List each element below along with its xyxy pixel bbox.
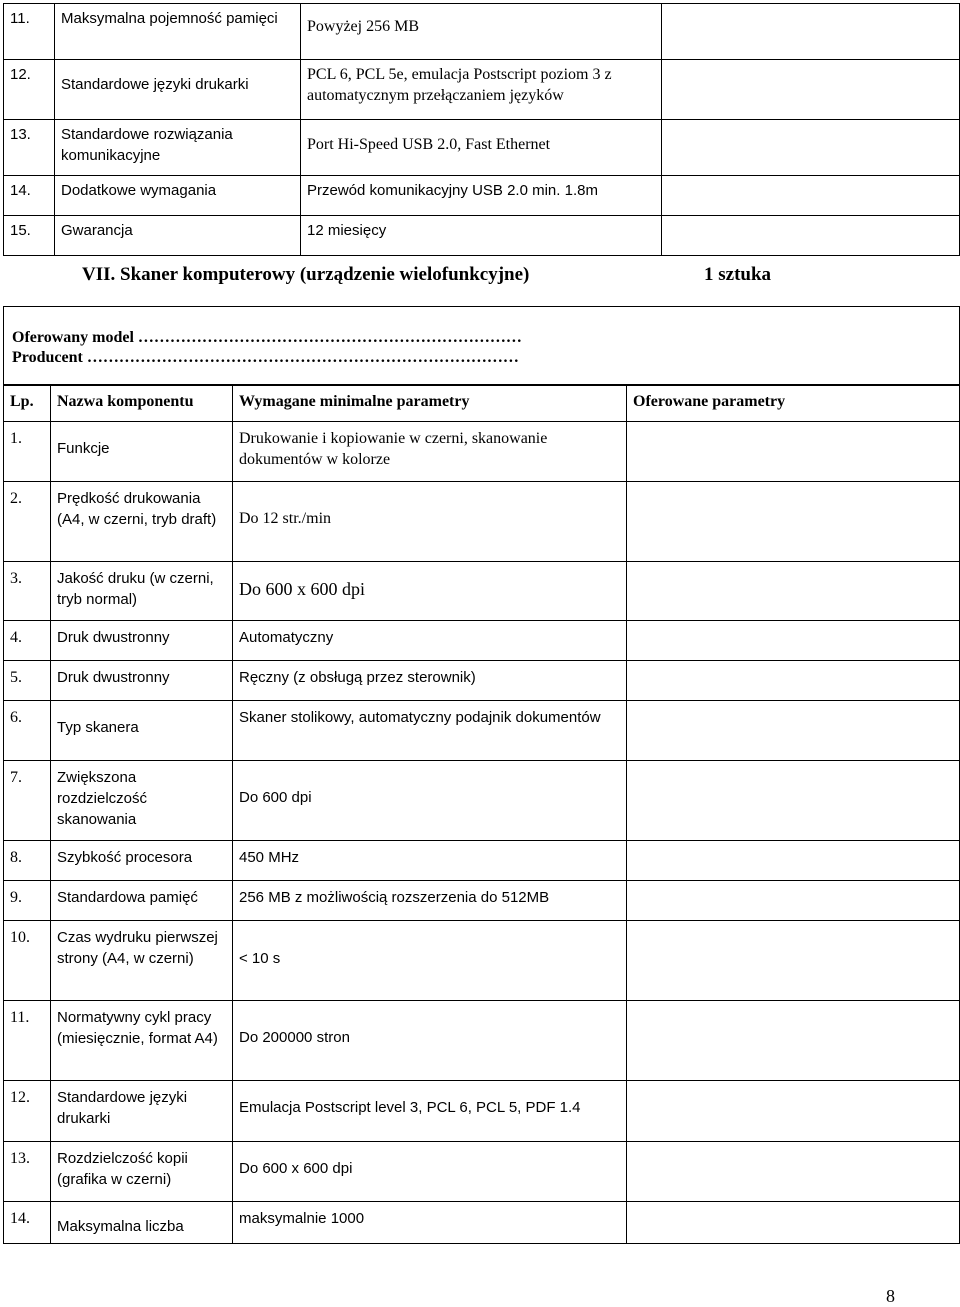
value-cell: Skaner stolikowy, automatyczny podajnik dokumentów xyxy=(233,701,627,761)
component-cell: Prędkość drukowania (A4, w czerni, tryb draft) xyxy=(51,482,233,562)
scanner-spec-table xyxy=(3,384,960,1244)
offered-cell xyxy=(627,422,960,482)
table-row xyxy=(4,60,960,120)
component-cell: Gwarancja xyxy=(55,216,301,256)
lp-cell: 8. xyxy=(4,841,51,881)
component-cell: Druk dwustronny xyxy=(51,661,233,701)
lp-cell: 14. xyxy=(4,1202,51,1244)
table-row xyxy=(4,1142,960,1202)
value-cell xyxy=(233,482,627,562)
component-cell: Rozdzielczość kopii (grafika w czerni) xyxy=(51,1142,233,1202)
lp-cell: 13. xyxy=(4,1142,51,1202)
table-row xyxy=(4,482,960,562)
top-spec-table xyxy=(3,3,960,256)
component-cell: Czas wydruku pierwszej strony (A4, w czerni) xyxy=(51,921,233,1001)
offered-cell xyxy=(627,482,960,562)
lp-cell: 3. xyxy=(4,562,51,621)
component-cell: Standardowa pamięć xyxy=(51,881,233,921)
page-number: 8 xyxy=(886,1286,895,1306)
offer-box xyxy=(3,306,960,386)
section-title: VII. Skaner komputerowy (urządzenie wielofunkcyjne) xyxy=(82,264,530,285)
lp-cell: 6. xyxy=(4,701,51,761)
component-cell: Zwiększona rozdzielczość skanowania xyxy=(51,761,233,841)
table-row xyxy=(4,120,960,176)
value-cell: maksymalnie 1000 xyxy=(233,1202,627,1244)
lp-cell: 12. xyxy=(4,1081,51,1142)
offered-cell xyxy=(662,216,960,256)
lp-cell: 11. xyxy=(4,4,55,60)
offered-cell xyxy=(627,1081,960,1142)
component-text: Maksymalna liczba xyxy=(57,1218,184,1235)
offered-cell xyxy=(662,60,960,120)
value-cell xyxy=(233,1001,627,1081)
header-lp: Lp. xyxy=(4,385,51,422)
offered-cell xyxy=(627,1001,960,1081)
lp-cell: 4. xyxy=(4,621,51,661)
table-row xyxy=(4,216,960,256)
value-cell: 450 MHz xyxy=(233,841,627,881)
lp-cell: 1. xyxy=(4,422,51,482)
offered-cell xyxy=(627,621,960,661)
table-row xyxy=(4,562,960,621)
lp-cell: 13. xyxy=(4,120,55,176)
value-cell: 256 MB z możliwością rozszerzenia do 512MB xyxy=(233,881,627,921)
value-cell: PCL 6, PCL 5e, emulacja Postscript poziom 3 z automatycznym przełączaniem języków xyxy=(301,60,662,120)
lp-cell: 9. xyxy=(4,881,51,921)
component-cell: Standardowe języki drukarki xyxy=(51,1081,233,1142)
offered-cell xyxy=(627,661,960,701)
value-cell xyxy=(301,120,662,176)
component-cell xyxy=(51,701,233,761)
offered-cell xyxy=(627,841,960,881)
value-cell xyxy=(233,921,627,1001)
value-text: Powyżej 256 MB xyxy=(307,18,419,35)
component-cell xyxy=(55,60,301,120)
offered-cell xyxy=(627,1142,960,1202)
table-row xyxy=(4,661,960,701)
component-cell: Dodatkowe wymagania xyxy=(55,176,301,216)
value-text: Port Hi-Speed USB 2.0, Fast Ethernet xyxy=(307,136,551,153)
value-text: Do 600 x 600 dpi xyxy=(239,579,365,599)
component-cell: Normatywny cykl pracy (miesięcznie, format A4) xyxy=(51,1001,233,1081)
value-cell: Automatyczny xyxy=(233,621,627,661)
lp-cell: 10. xyxy=(4,921,51,1001)
offered-cell xyxy=(662,120,960,176)
value-text: Do 600 dpi xyxy=(239,789,312,806)
section-heading xyxy=(82,264,862,286)
header-required: Wymagane minimalne parametry xyxy=(233,385,627,422)
table-row xyxy=(4,422,960,482)
lp-cell: 2. xyxy=(4,482,51,562)
value-cell xyxy=(233,1081,627,1142)
value-text: Do 200000 stron xyxy=(239,1029,350,1046)
lp-cell: 5. xyxy=(4,661,51,701)
table-row xyxy=(4,921,960,1001)
lp-cell: 14. xyxy=(4,176,55,216)
value-text: Emulacja Postscript level 3, PCL 6, PCL 5, PDF 1.4 xyxy=(239,1099,581,1116)
component-cell: Maksymalna pojemność pamięci xyxy=(55,4,301,60)
table-header-row xyxy=(4,385,960,422)
table-row xyxy=(4,1081,960,1142)
header-component: Nazwa komponentu xyxy=(51,385,233,422)
component-text: Typ skanera xyxy=(57,719,139,736)
table-row xyxy=(4,4,960,60)
table-row xyxy=(4,881,960,921)
offered-model-label: Oferowany model ……………………………………………………………… xyxy=(12,329,522,346)
lp-cell: 11. xyxy=(4,1001,51,1081)
value-cell xyxy=(233,1142,627,1202)
value-cell xyxy=(233,562,627,621)
table-row xyxy=(4,841,960,881)
component-cell xyxy=(51,422,233,482)
value-cell: 12 miesięcy xyxy=(301,216,662,256)
lp-cell: 12. xyxy=(4,60,55,120)
offered-cell xyxy=(627,921,960,1001)
header-offered: Oferowane parametry xyxy=(627,385,960,422)
value-cell: Ręczny (z obsługą przez sterownik) xyxy=(233,661,627,701)
table-row xyxy=(4,621,960,661)
offered-cell xyxy=(627,881,960,921)
component-cell: Jakość druku (w czerni, tryb normal) xyxy=(51,562,233,621)
value-text: Do 12 str./min xyxy=(239,510,332,527)
lp-cell: 7. xyxy=(4,761,51,841)
value-cell xyxy=(233,761,627,841)
lp-cell: 15. xyxy=(4,216,55,256)
component-cell: Druk dwustronny xyxy=(51,621,233,661)
value-text: Do 600 x 600 dpi xyxy=(239,1160,353,1177)
offered-cell xyxy=(662,176,960,216)
component-cell: Standardowe rozwiązania komunikacyjne xyxy=(55,120,301,176)
table-row xyxy=(4,761,960,841)
table-row xyxy=(4,1001,960,1081)
offered-cell xyxy=(662,4,960,60)
value-cell: Przewód komunikacyjny USB 2.0 min. 1.8m xyxy=(301,176,662,216)
producer-label: Producent ……………………………………………………………………… xyxy=(12,349,519,366)
table-row xyxy=(4,1202,960,1244)
offered-cell xyxy=(627,562,960,621)
table-row xyxy=(4,176,960,216)
value-cell xyxy=(301,4,662,60)
component-text: Funkcje xyxy=(57,440,110,457)
offered-cell xyxy=(627,1202,960,1244)
table-row xyxy=(4,701,960,761)
value-text: < 10 s xyxy=(239,950,281,967)
component-text: Standardowe języki drukarki xyxy=(61,76,249,93)
component-cell xyxy=(51,1202,233,1244)
component-cell: Szybkość procesora xyxy=(51,841,233,881)
offered-cell xyxy=(627,761,960,841)
value-cell: Drukowanie i kopiowanie w czerni, skanowanie dokumentów w kolorze xyxy=(233,422,627,482)
section-quantity: 1 sztuka xyxy=(704,264,772,285)
offered-cell xyxy=(627,701,960,761)
